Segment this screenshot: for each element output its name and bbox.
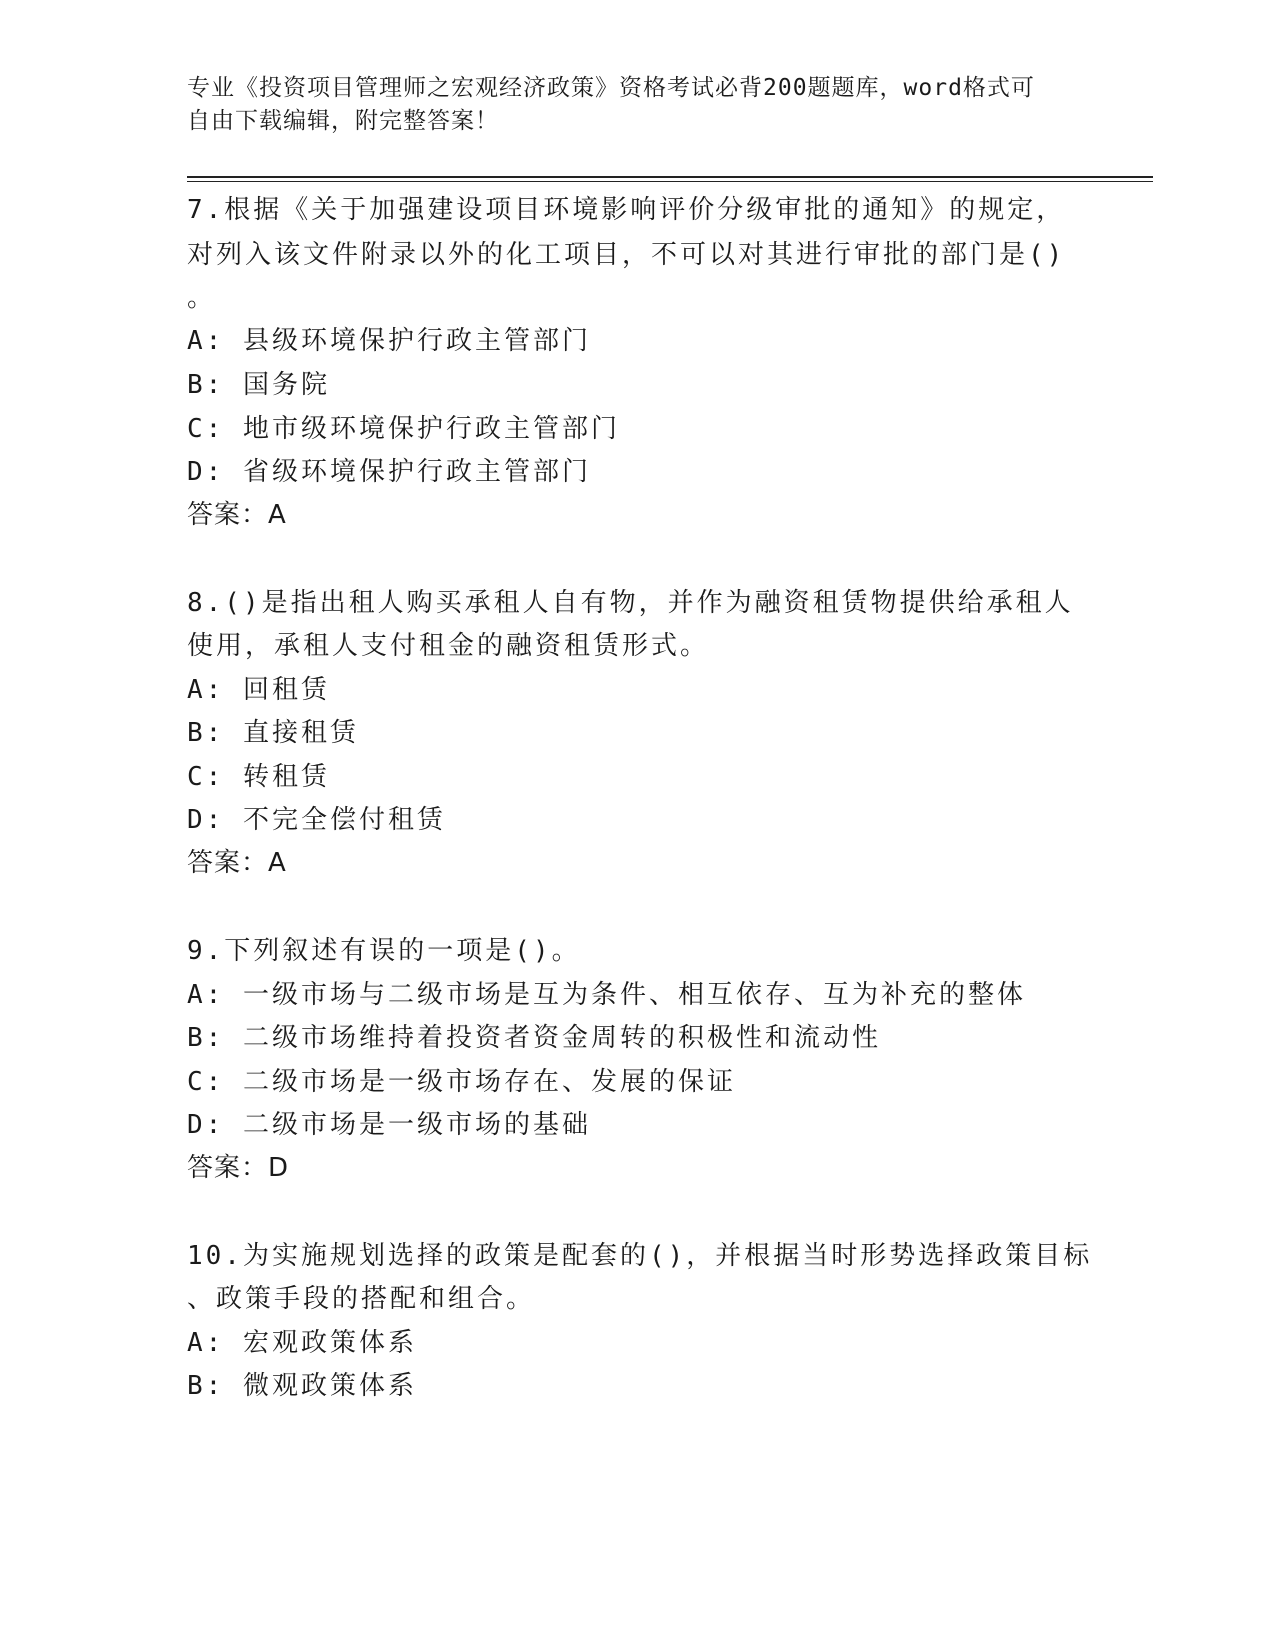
question-8-line-1: 8.()是指出租人购买承租人自有物，并作为融资租赁物提供给承租人 [187,588,1074,618]
question-10-option-a: A: 宏观政策体系 [187,1328,417,1358]
question-9-option-b: B: 二级市场维持着投资者资金周转的积极性和流动性 [187,1023,881,1053]
question-8-line-2: 使用，承租人支付租金的融资租赁形式。 [187,631,710,661]
question-9-answer: 答案：D [187,1153,290,1183]
header-line-1: 专业《投资项目管理师之宏观经济政策》资格考试必背200题题库，word格式可 [187,75,1035,101]
question-7-line-2: 对列入该文件附录以外的化工项目，不可以对其进行审批的部门是() [187,240,1066,270]
question-7-line-3: 。 [187,283,217,313]
question-9-option-d: D: 二级市场是一级市场的基础 [187,1110,591,1140]
header-line-2: 自由下载编辑，附完整答案！ [187,108,499,134]
question-8-option-a: A: 回租赁 [187,675,330,705]
question-7-option-d: D: 省级环境保护行政主管部门 [187,457,591,487]
question-7-line-1: 7.根据《关于加强建设项目环境影响评价分级审批的通知》的规定， [187,195,1066,225]
header-divider-thick [187,176,1153,178]
question-7-option-c: C: 地市级环境保护行政主管部门 [187,414,620,444]
question-9-option-c: C: 二级市场是一级市场存在、发展的保证 [187,1067,736,1097]
question-7-option-a: A: 县级环境保护行政主管部门 [187,326,591,356]
question-8-option-d: D: 不完全偿付租赁 [187,805,446,835]
question-10-line-1: 10.为实施规划选择的政策是配套的()，并根据当时形势选择政策目标 [187,1241,1093,1271]
question-7-answer: 答案：A [187,500,287,530]
header-divider-thin [187,181,1153,182]
question-7-option-b: B: 国务院 [187,370,330,400]
question-8-answer: 答案：A [187,848,287,878]
question-8-option-b: B: 直接租赁 [187,718,359,748]
document-header [187,72,1067,138]
question-9-option-a: A: 一级市场与二级市场是互为条件、相互依存、互为补充的整体 [187,980,1026,1010]
question-9-line-1: 9.下列叙述有误的一项是()。 [187,936,581,966]
question-8-option-c: C: 转租赁 [187,762,330,792]
question-10-line-2: 、政策手段的搭配和组合。 [187,1284,536,1314]
question-10-option-b: B: 微观政策体系 [187,1371,417,1401]
